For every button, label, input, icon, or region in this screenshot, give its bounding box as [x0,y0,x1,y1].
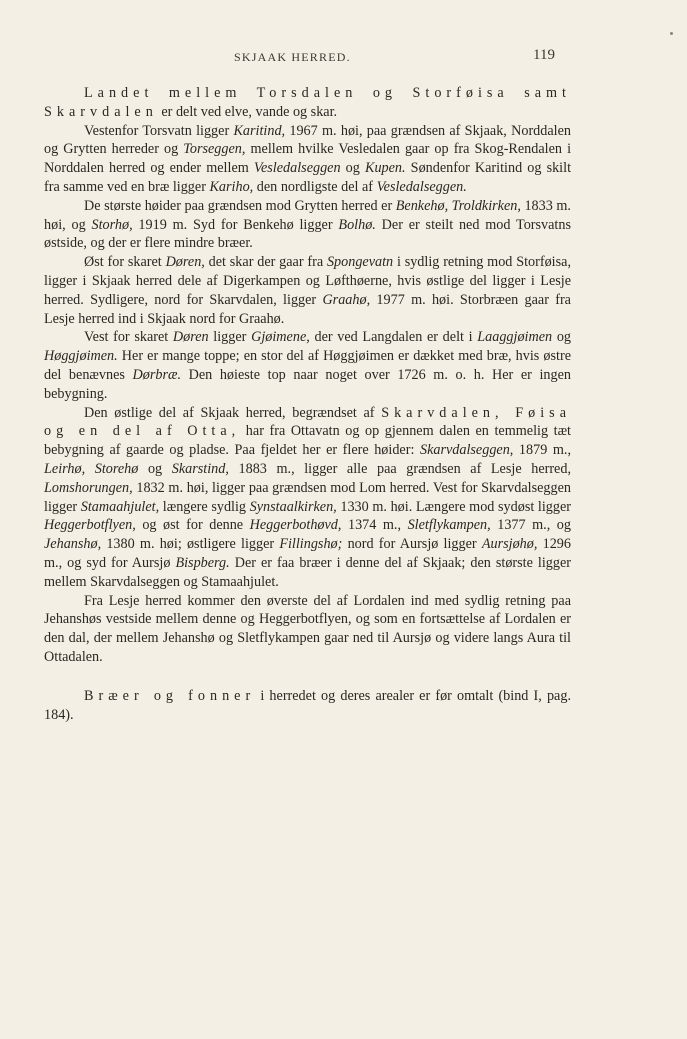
paragraph-ostlige-del [44,404,571,592]
text-run: Vestenfor Torsvatn ligger [84,122,234,139]
page-header [0,44,687,70]
place-name: Høggjøimen. [44,348,118,365]
body-text [44,84,571,724]
spaced-emphasis: Landet mellem Torsdalen og Storføisa samt Skarvdalen [44,85,571,120]
place-name: Stamaahjulet, [80,498,160,515]
place-name: Lomshorungen, [44,479,133,496]
place-name: Benkehø, Troldkirken, [395,197,521,214]
text-run: 1832 m. høi, ligger paa grændsen mod Lom herred. Vest for Skarvdalseggen ligger [44,479,571,515]
text-run: 1967 m. høi, paa grændsen af Skjaak, Norddalen og Grytten herreder og [44,122,571,158]
text-run: der ved Langdalen er delt i [309,329,478,346]
text-run: Øst for skaret [84,254,166,271]
place-name: Leirhø, Storehø [44,460,139,477]
text-run: De største høider paa grændsen mod Grytten herred er [84,197,396,214]
text-run: Den høieste top naar noget over 1726 m. o. h. Her er ingen bebygning. [44,366,571,402]
text-run: ligger [208,329,252,346]
spaced-emphasis: Bræer og fonner [84,687,256,704]
text-run: 1879 m., [513,442,571,459]
text-run: Den østlige del af Skjaak herred, begrændset af [84,404,382,421]
place-name: Vesledalseggen. [376,178,467,195]
text-run: Her er mange toppe; en stor del af Høggjøimen er dækket med bræ, hvis østre del benævnes [44,348,571,383]
text-run: Vest for skaret [84,329,173,346]
text-run: Søndenfor Karitind og skilt fra samme ved en bræ ligger [44,160,572,195]
text-run: 1330 m. høi. Længere mod sydøst ligger [336,498,571,515]
paragraph-ost-for-skaret [44,253,571,328]
text-run: Der er faa bræer i denne del af Skjaak; den største ligger mellem Skarvdalseggen og Stamaahjulet. [44,554,571,590]
place-name: Skarvdalseggen, [419,442,514,459]
place-name: Kariho, [209,178,254,195]
text-run: længere sydlig [159,498,250,515]
text-run: nord for Aursjø ligger [342,536,482,553]
text-run: Der er steilt ned mod Torsvatns østside, og der er flere mindre bræer. [44,216,571,252]
place-name: Dørbræ. [132,366,181,383]
text-run: Fra Lesje herred kommer den øverste del af Lordalen ind med sydlig retning paa Jehanshøs vestside mellem denne og Heggerbotflyen, og som en fortsættelse af Lordalen er den dal, der mellem Jehanshø og Sletflykampen gaar ned til Aursjø og videre langs Aura til Ottadalen. [44,592,571,665]
paragraph-lesje [44,592,571,667]
paragraph-vest-for-skaret [44,328,571,403]
running-title: SKJAAK HERRED. [234,50,351,64]
text-run: 1977 m. høi. Storbræen gaar fra Lesje herred ind i Skjaak nord for Graahø. [44,291,571,327]
place-name: Graahø, [322,291,371,308]
place-name: Døren, [165,254,205,271]
place-name: Vesledalseggen [253,160,341,177]
place-name: Laaggjøimen [477,329,553,346]
paragraph-storste-hoider [44,197,571,253]
text-run: i sydlig retning mod Storføisa, ligger i Skjaak herred dele af Digerkampen og Løfthøerne, hvis østlige del ligger i Lesje herred. Sydligere, nord for Skarvdalen, ligger [44,254,571,308]
place-name: Karitind, [233,122,286,139]
text-run: 1883 m., ligger alle paa grændsen af Lesje herred, [228,460,571,477]
spaced-emphasis: Skarvdalen, Føisa og en del af Otta, [44,404,571,440]
paragraph-landet [44,84,571,122]
page-number: 119 [533,47,555,63]
text-run: 1833 m. høi, og [44,197,571,233]
place-name: Synstaalkirken, [249,498,337,515]
place-name: Døren [172,329,209,346]
place-name: Storhø, [91,216,133,233]
place-name: Bispberg. [175,554,230,571]
text-run: er delt ved elve, vande og skar. [157,103,338,120]
text-run: og [552,329,572,346]
place-name: Fillingshø; [279,536,343,553]
text-run: og øst for denne [135,517,250,534]
place-name: Bolhø. [338,216,376,233]
place-name: Sletflykampen, [407,517,491,534]
text-run: 1296 m., og syd for Aursjø [44,536,571,571]
text-run: har fra Ottavatn og op gjennem dalen en temmelig tæt bebygning af gaarde og pladse. Paa fjeldet her er flere høider: [44,423,571,459]
paragraph-vestenfor [44,122,571,197]
text-run: 1919 m. Syd for Benkehø ligger [132,216,339,233]
text-run: og [138,460,172,477]
text-run: 1377 m., og [490,517,571,534]
place-name: Jehanshø, [44,536,102,553]
text-run: den nordligste del af [253,178,377,195]
text-run: 1380 m. høi; østligere ligger [101,536,280,553]
text-run: og [340,160,365,177]
place-name: Gjøimene, [251,329,310,346]
text-run: i herredet og deres arealer er før omtalt (bind I, pag. 184). [44,687,571,723]
paper-speck [670,32,673,35]
place-name: Skarstind, [171,460,229,477]
text-run: mellem hvilke Vesledalen gaar op fra Skog-Rendalen i Norddalen herred og ender mellem [44,141,572,177]
place-name: Spongevatn [326,254,394,271]
place-name: Heggerbotflyen, [44,517,136,534]
paragraph-braeer [44,687,571,725]
text-run: det skar der gaar fra [204,254,327,271]
text-run: 1374 m., [341,517,408,534]
place-name: Aursjøhø, [481,536,538,553]
place-name: Heggerbothøvd, [249,517,342,534]
place-name: Kupen. [364,160,406,177]
place-name: Torseggen, [183,141,246,158]
